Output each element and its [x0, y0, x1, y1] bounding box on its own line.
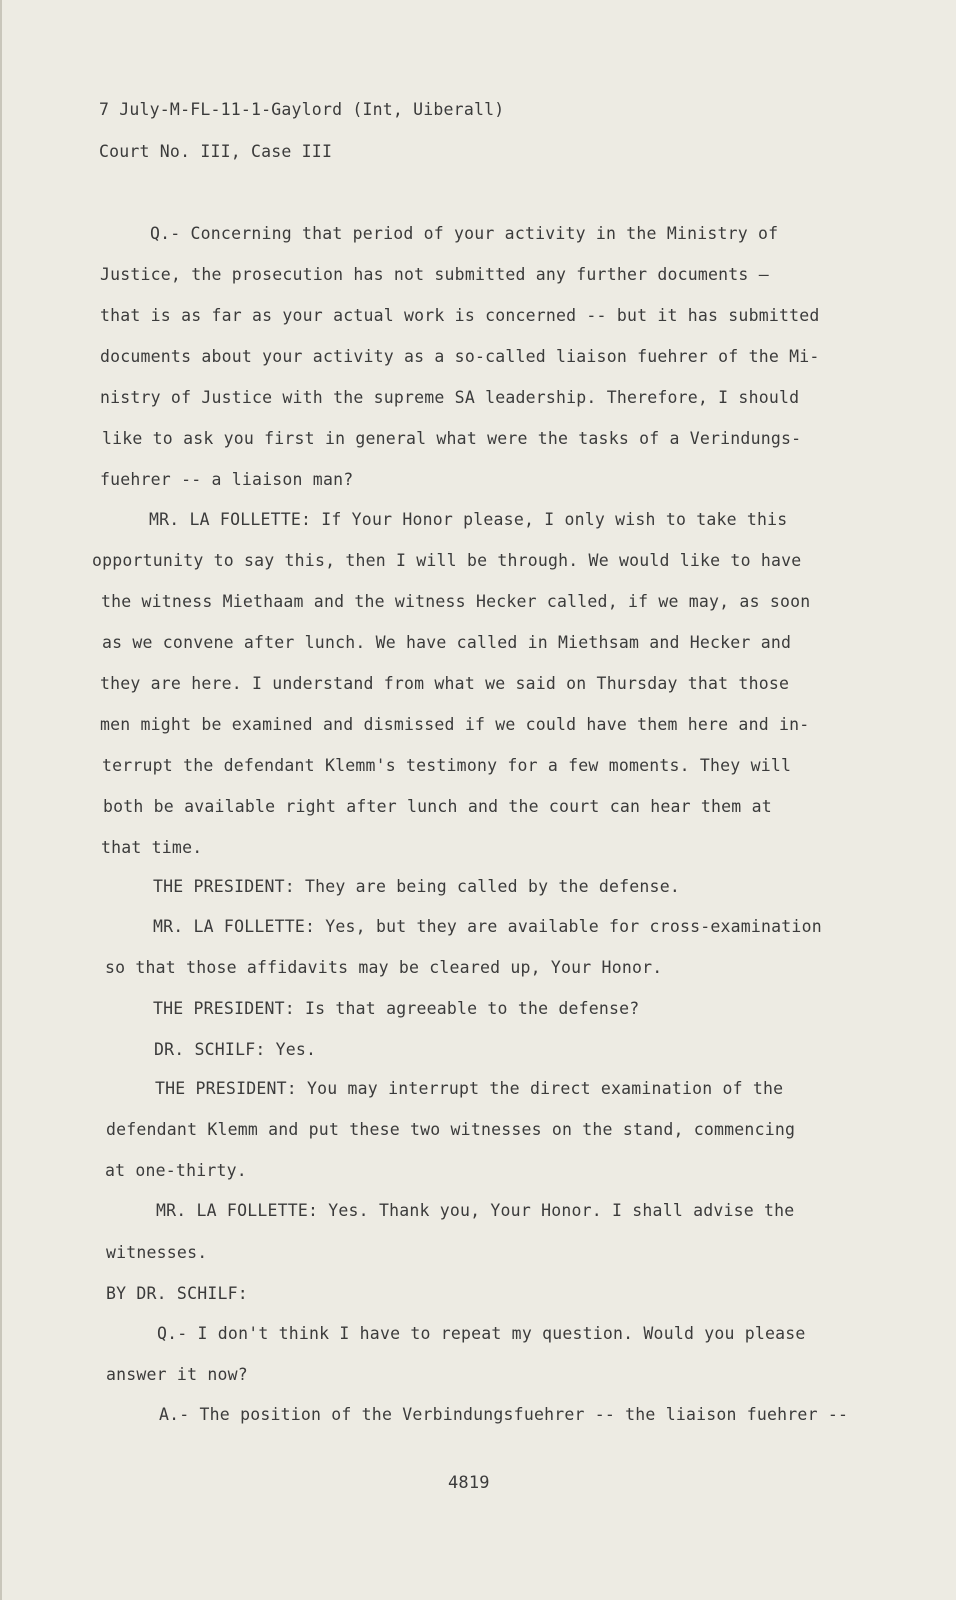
transcript-line: they are here. I understand from what we said on Thursday that those: [100, 674, 790, 693]
transcript-line: witnesses.: [106, 1243, 208, 1262]
header-line-2: Court No. III, Case III: [99, 142, 333, 161]
transcript-line: nistry of Justice with the supreme SA leadership. Therefore, I should: [100, 388, 800, 407]
transcript-line: the witness Miethaam and the witness Hecker called, if we may, as soon: [101, 592, 811, 611]
transcript-line: BY DR. SCHILF:: [106, 1284, 248, 1303]
transcript-line: MR. LA FOLLETTE: Yes. Thank you, Your Honor. I shall advise the: [156, 1201, 795, 1220]
transcript-line: MR. LA FOLLETTE: Yes, but they are available for cross-examination: [153, 917, 822, 936]
transcript-line: that time.: [101, 838, 203, 857]
transcript-line: fuehrer -- a liaison man?: [100, 470, 354, 489]
transcript-line: DR. SCHILF: Yes.: [154, 1040, 317, 1059]
transcript-line: Justice, the prosecution has not submitted any further documents —: [100, 265, 769, 284]
transcript-line: THE PRESIDENT: Is that agreeable to the defense?: [153, 999, 640, 1018]
header-line-1: 7 July-M-FL-11-1-Gaylord (Int, Uiberall): [99, 100, 505, 119]
transcript-line: A.- The position of the Verbindungsfuehrer -- the liaison fuehrer --: [159, 1405, 849, 1424]
transcript-line: men might be examined and dismissed if we could have them here and in-: [100, 715, 810, 734]
transcript-line: answer it now?: [106, 1365, 248, 1384]
transcript-line: terrupt the defendant Klemm's testimony for a few moments. They will: [102, 756, 792, 775]
transcript-line: like to ask you first in general what were the tasks of a Verindungs-: [102, 429, 802, 448]
transcript-line: THE PRESIDENT: They are being called by the defense.: [153, 877, 680, 896]
transcript-line: that is as far as your actual work is concerned -- but it has submitted: [100, 306, 820, 325]
transcript-line: Q.- Concerning that period of your activity in the Ministry of: [150, 224, 779, 243]
transcript-line: at one-thirty.: [105, 1161, 247, 1180]
transcript-line: so that those affidavits may be cleared up, Your Honor.: [105, 958, 663, 977]
transcript-line: THE PRESIDENT: You may interrupt the direct examination of the: [155, 1079, 784, 1098]
transcript-line: Q.- I don't think I have to repeat my question. Would you please: [157, 1324, 806, 1343]
transcript-line: both be available right after lunch and the court can hear them at: [103, 797, 772, 816]
transcript-line: opportunity to say this, then I will be through. We would like to have: [92, 551, 802, 570]
page-number: 4819: [448, 1473, 490, 1493]
transcript-line: MR. LA FOLLETTE: If Your Honor please, I only wish to take this: [149, 510, 788, 529]
transcript-line: documents about your activity as a so-called liaison fuehrer of the Mi-: [100, 347, 820, 366]
transcript-line: as we convene after lunch. We have called in Miethsam and Hecker and: [102, 633, 792, 652]
transcript-line: defendant Klemm and put these two witnesses on the stand, commencing: [106, 1120, 796, 1139]
